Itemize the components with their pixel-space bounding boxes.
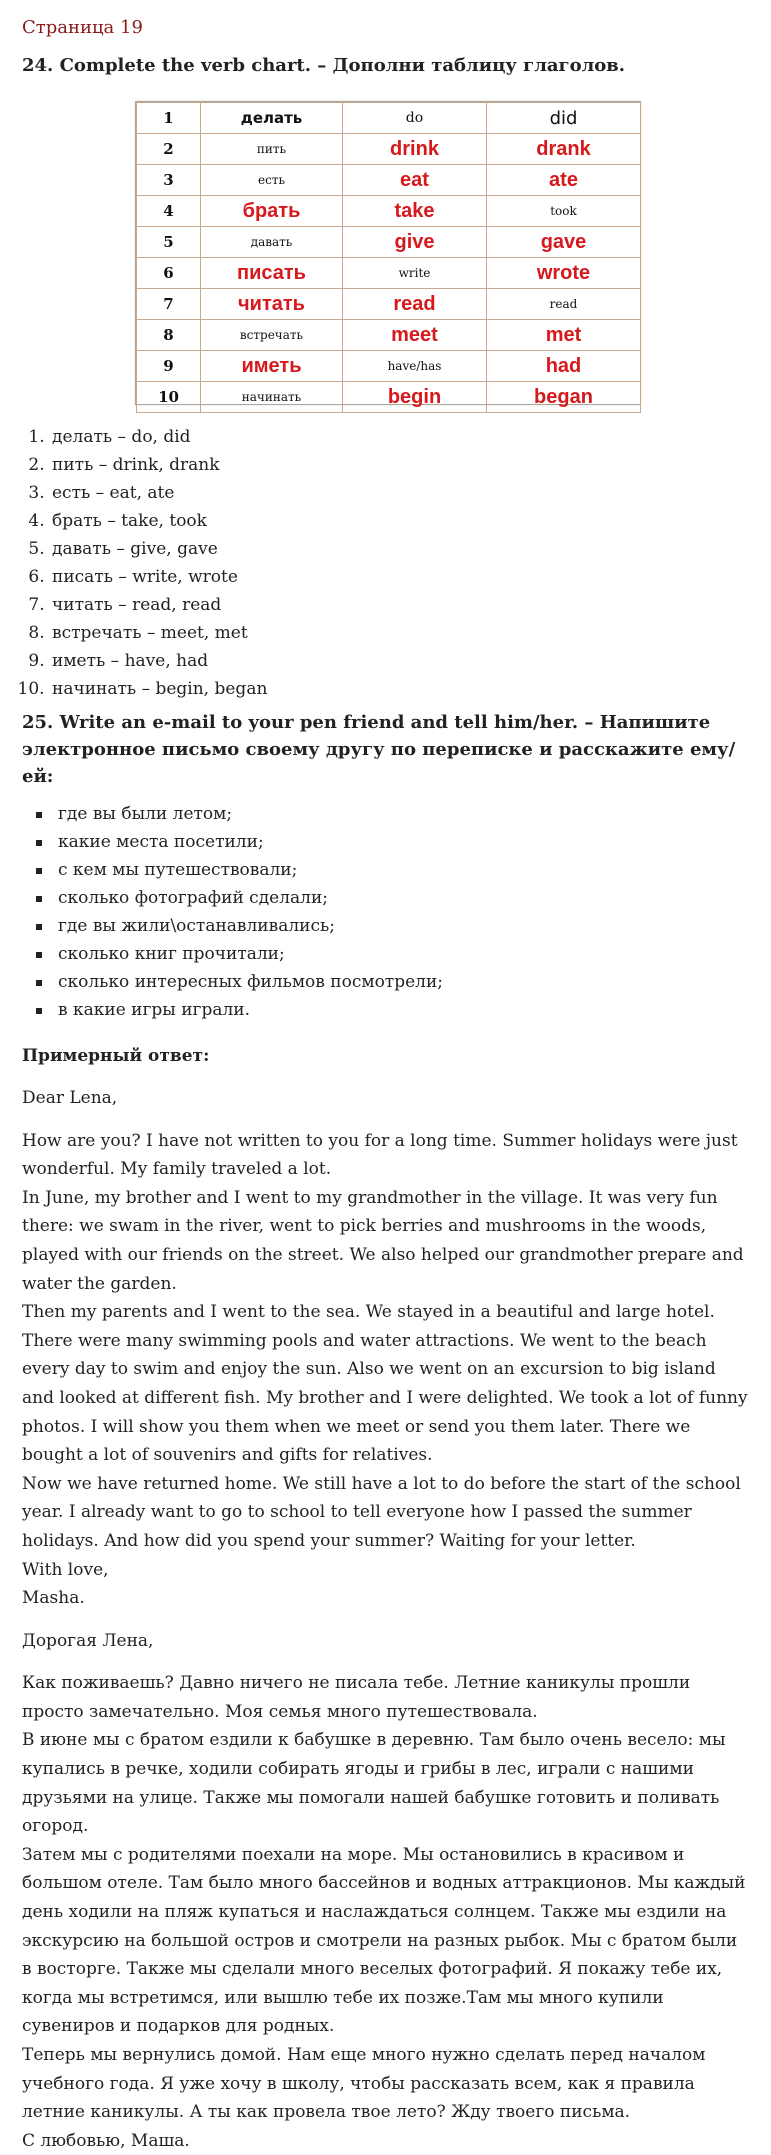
russian-verb: встречать [201, 320, 343, 351]
verb-infinitive: write [343, 258, 487, 289]
letter-paragraph: Теперь мы вернулись домой. Нам еще много нужно сделать перед началом учебного года. Я уже хочу в школу, чтобы рассказать всем, как я правила летние каникулы. А ты как провела твое лето? Жду твоего письма. [22, 2045, 706, 2123]
row-number: 5 [137, 227, 201, 258]
russian-verb-answer: читать [201, 289, 343, 320]
bullet-icon [36, 952, 42, 958]
list-item [50, 996, 751, 1024]
russian-verb: есть [201, 165, 343, 196]
russian-verb: давать [201, 227, 343, 258]
row-number: 3 [137, 165, 201, 196]
russian-verb: пить [201, 134, 343, 165]
list-item-text: какие места посетили; [58, 832, 264, 852]
sample-answer-heading: Примерный ответ: [22, 1046, 210, 1066]
russian-verb: начинать [201, 382, 343, 413]
letter-paragraph: In June, my brother and I went to my grandmother in the village. It was very fun there: we swam in the river, went to pick berries and mushrooms in the woods, played with our friends on the street. We also helped our grandmother prepare and water the garden. [22, 1187, 744, 1294]
letter-paragraph: В июне мы с братом ездили к бабушке в деревню. Там было очень весело: мы купались в речке, ходили собирать ягоды и грибы в лес, играли с нашими друзьями на улице. Также мы помогали нашей бабушке готовить и поливать огород. [22, 1730, 726, 1837]
task-24-heading: 24. Complete the verb chart. – Дополни таблицу глаголов. [22, 55, 626, 76]
verb-past-answer: gave [487, 227, 641, 258]
letter-closing: С любовью, Маша. [22, 2130, 190, 2151]
verb-past-answer: began [487, 382, 641, 413]
verb-infinitive-answer: take [343, 196, 487, 227]
list-item-text: где вы жили\останавливались; [58, 916, 335, 936]
list-item: 2. пить – drink, drank [50, 451, 751, 479]
verb-infinitive-answer: give [343, 227, 487, 258]
bullet-icon [36, 868, 42, 874]
table-row [137, 227, 641, 258]
verb-past-answer: drank [487, 134, 641, 165]
letter-paragraph: Then my parents and I went to the sea. We stayed in a beautiful and large hotel. There were many swimming pools and water attractions. We went to the beach every day to swim and enjoy the sun. Also we went on an excursion to big island and looked at different fish. My brother and I were delighted. We took a lot of funny photos. I will show you them when we meet or send you them later. There we bought a lot of souvenirs and gifts for relatives. [22, 1302, 748, 1466]
verb-infinitive-answer: begin [343, 382, 487, 413]
verb-infinitive-answer: drink [343, 134, 487, 165]
letter-paragraph: Как поживаешь? Давно ничего не писала тебе. Летние каникулы прошли просто замечательно. Моя семья много путешествовала. [22, 1673, 691, 1722]
verb-infinitive: do [343, 103, 487, 134]
list-item [50, 828, 751, 856]
list-item-text: сколько книг прочитали; [58, 944, 285, 964]
answer-list [22, 423, 751, 703]
russian-verb-answer: иметь [201, 351, 343, 382]
verb-infinitive-answer: meet [343, 320, 487, 351]
table-row [137, 103, 641, 134]
list-item [50, 968, 751, 996]
letter-paragraph: Now we have returned home. We still have a lot to do before the start of the school year. I already want to go to school to tell everyone how I passed the summer holidays. And how did you spend your summer? Waiting for your letter. [22, 1473, 741, 1551]
row-number: 8 [137, 320, 201, 351]
verb-past-answer: met [487, 320, 641, 351]
row-number: 10 [137, 382, 201, 413]
row-number: 4 [137, 196, 201, 227]
verb-infinitive-answer: eat [343, 165, 487, 196]
english-letter-body [22, 1127, 751, 1613]
row-number: 9 [137, 351, 201, 382]
verb-infinitive: have/has [343, 351, 487, 382]
list-item [50, 856, 751, 884]
list-item: 9. иметь – have, had [50, 647, 751, 675]
verb-past: did [487, 103, 641, 134]
list-item [50, 884, 751, 912]
verb-past-answer: had [487, 351, 641, 382]
russian-verb: делать [201, 103, 343, 134]
row-number: 7 [137, 289, 201, 320]
russian-letter-greeting: Дорогая Лена, [22, 1630, 154, 1651]
table-row [137, 289, 641, 320]
letter-paragraph: How are you? I have not written to you for a long time. Summer holidays were just wonderful. My family traveled a lot. [22, 1130, 738, 1180]
page-title: Страница 19 [22, 17, 143, 38]
table-row [137, 351, 641, 382]
bullet-icon [36, 980, 42, 986]
table-row [137, 165, 641, 196]
list-item: 7. читать – read, read [50, 591, 751, 619]
verb-chart-image [135, 101, 641, 408]
verb-past-answer: ate [487, 165, 641, 196]
table-row [137, 258, 641, 289]
task-list [22, 800, 751, 1024]
list-item [50, 800, 751, 828]
row-number: 1 [137, 103, 201, 134]
bullet-icon [36, 924, 42, 930]
russian-letter-body [22, 1669, 751, 2155]
list-item: 1. делать – do, did [50, 423, 751, 451]
list-item-text: в какие игры играли. [58, 1000, 250, 1020]
table-row [137, 196, 641, 227]
list-item: 8. встречать – meet, met [50, 619, 751, 647]
list-item-text: где вы были летом; [58, 804, 233, 824]
verb-past: read [487, 289, 641, 320]
verb-infinitive-answer: read [343, 289, 487, 320]
list-item [50, 912, 751, 940]
table-row [137, 134, 641, 165]
bullet-icon [36, 812, 42, 818]
russian-verb-answer: писать [201, 258, 343, 289]
list-item [50, 940, 751, 968]
bullet-icon [36, 896, 42, 902]
letter-signature: Masha. [22, 1588, 85, 1609]
list-item: 10. начинать – begin, began [50, 675, 751, 703]
letter-closing: With love, [22, 1559, 109, 1580]
verb-past-answer: wrote [487, 258, 641, 289]
letter-paragraph: Затем мы с родителями поехали на море. Мы остановились в красивом и большом отеле. Там было много бассейнов и водных аттракционов. Мы каждый день ходили на пляж купаться и наслаждаться солнцем. Также мы ездили на экскурсию на большой остров и смотрели на разных рыбок. Мы с братом были в восторге. Также мы сделали много веселых фотографий. Я покажу тебе их, когда мы встретимся, или вышлю тебе их позже.Там мы много купили сувениров и подарков для родных. [22, 1844, 746, 2037]
list-item-text: сколько фотографий сделали; [58, 888, 329, 908]
table-row [137, 320, 641, 351]
list-item-text: с кем мы путешествовали; [58, 860, 298, 880]
task-25-heading: 25. Write an e-mail to your pen friend and tell him/her. – Напишите электронное письмо своему другу по переписке и расскажите ему/ей: [22, 712, 736, 787]
list-item: 3. есть – eat, ate [50, 479, 751, 507]
row-number: 6 [137, 258, 201, 289]
russian-verb-answer: брать [201, 196, 343, 227]
list-item: 4. брать – take, took [50, 507, 751, 535]
english-letter-greeting: Dear Lena, [22, 1088, 118, 1108]
bullet-icon [36, 840, 42, 846]
list-item: 5. давать – give, gave [50, 535, 751, 563]
row-number: 2 [137, 134, 201, 165]
verb-chart-table [136, 102, 641, 413]
list-item-text: сколько интересных фильмов посмотрели; [58, 972, 444, 992]
bullet-icon [36, 1008, 42, 1014]
verb-past: took [487, 196, 641, 227]
list-item: 6. писать – write, wrote [50, 563, 751, 591]
table-row [137, 382, 641, 413]
